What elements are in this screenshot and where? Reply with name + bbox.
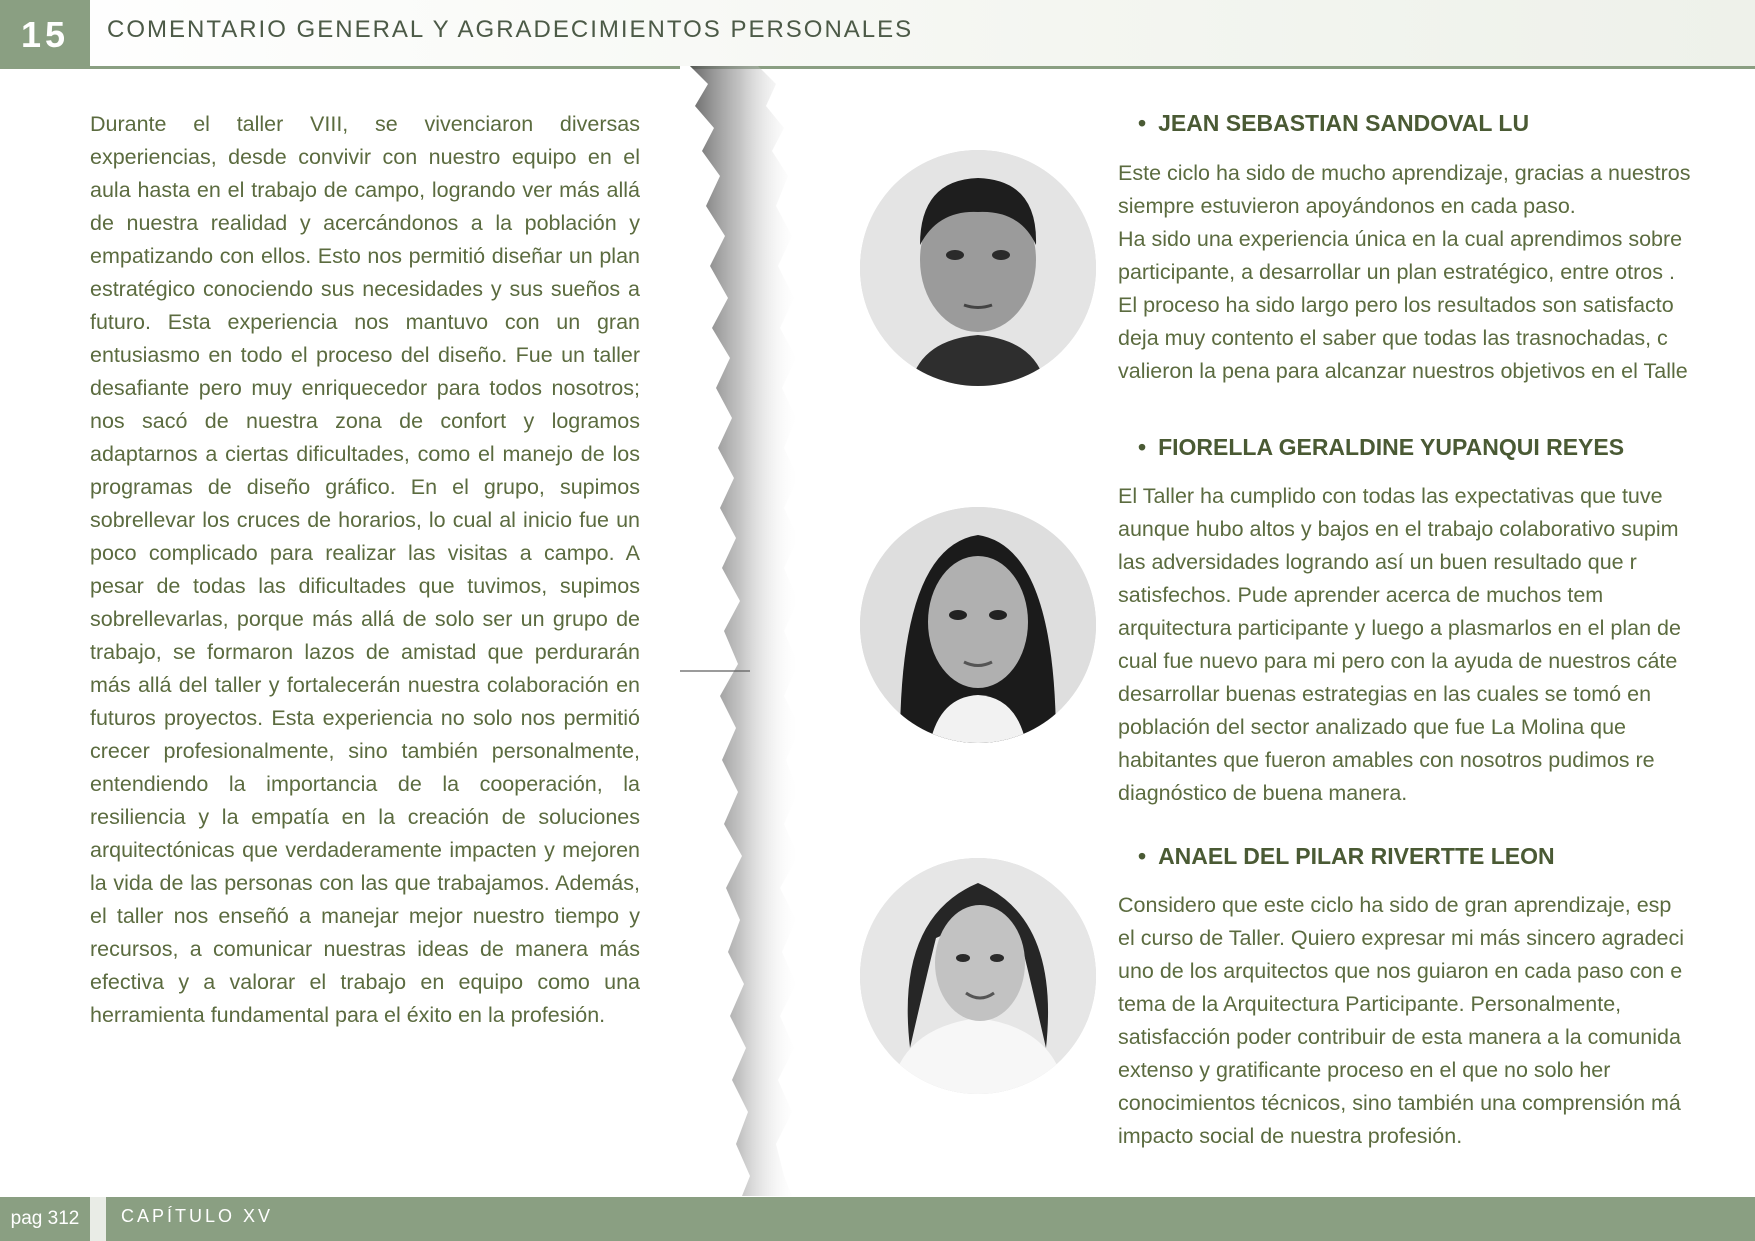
header-divider <box>90 66 1755 69</box>
bullet-dot: • <box>1138 110 1147 136</box>
comment-line: Ha sido una experiencia única en la cual aprendimos sobre <box>1118 227 1683 251</box>
comment-line: conocimientos técnicos, sino también una comprensión má <box>1118 1091 1681 1115</box>
comment-line: el curso de Taller. Quiero expresar mi más sincero agradeci <box>1118 926 1685 950</box>
comment-line: habitantes que fueron amables con nosotros pudimos re <box>1118 748 1655 772</box>
person-name-3 <box>1138 843 1555 870</box>
person-name-text: FIORELLA GERALDINE YUPANQUI REYES <box>1158 434 1625 460</box>
comment-line: Considero que este ciclo ha sido de gran aprendizaje, esp <box>1118 893 1672 917</box>
comment-line: uno de los arquitectos que nos guiaron en cada paso con e <box>1118 959 1683 983</box>
comment-line: siempre estuvieron apoyándonos en cada paso. <box>1118 194 1576 218</box>
portrait-jean-icon <box>860 150 1096 386</box>
comment-line: deja muy contento el saber que todas las trasnochadas, c <box>1118 326 1668 350</box>
person-comment-3 <box>1118 889 1755 1153</box>
portrait-photo-fiorella <box>860 507 1096 743</box>
comment-line: población del sector analizado que fue La Molina que <box>1118 715 1627 739</box>
comment-line: Este ciclo ha sido de mucho aprendizaje, gracias a nuestros <box>1118 161 1691 185</box>
person-name-1 <box>1138 110 1529 137</box>
comment-line: El proceso ha sido largo pero los resultados son satisfacto <box>1118 293 1674 317</box>
comment-line: satisfechos. Pude aprender acerca de muchos tem <box>1118 583 1604 607</box>
comment-line: cual fue nuevo para mi pero con la ayuda de nuestros cáte <box>1118 649 1678 673</box>
comment-line: impacto social de nuestra profesión. <box>1118 1124 1463 1148</box>
comment-line: extenso y gratificante proceso en el que no solo her <box>1118 1058 1611 1082</box>
footer-chapter-label: CAPÍTULO XV <box>121 1206 274 1226</box>
bullet-dot: • <box>1138 434 1147 460</box>
bullet-dot: • <box>1138 843 1147 869</box>
portrait-fiorella-icon <box>860 507 1096 743</box>
comment-line: tema de la Arquitectura Participante. Personalmente, <box>1118 992 1622 1016</box>
comment-line: arquitectura participante y luego a plasmarlos en el plan de <box>1118 616 1681 640</box>
torn-paper-edge <box>680 66 810 1196</box>
comment-line: aunque hubo altos y bajos en el trabajo colaborativo supim <box>1118 517 1679 541</box>
comment-line: valieron la pena para alcanzar nuestros objetivos en el Talle <box>1118 359 1688 383</box>
person-name-text: ANAEL DEL PILAR RIVERTTE LEON <box>1158 843 1555 869</box>
page-title: COMENTARIO GENERAL Y AGRADECIMIENTOS PERSONALES <box>107 16 914 43</box>
comment-line: las adversidades logrando así un buen resultado que r <box>1118 550 1637 574</box>
comment-line: diagnóstico de buena manera. <box>1118 781 1408 805</box>
comment-line: participante, a desarrollar un plan estratégico, entre otros . <box>1118 260 1675 284</box>
chapter-number-badge: 15 <box>0 0 90 69</box>
page-number: pag 312 <box>0 1197 90 1241</box>
portrait-photo-jean <box>860 150 1096 386</box>
general-comment-paragraph: Durante el taller VIII, se vivenciaron diversas experiencias, desde convivir con nuestro equipo en el aula hasta en el trabajo de campo, logrando ver más allá de nuestra realidad y acercándonos a la población y empatizando con ellos. Esto nos permitió diseñar un plan estratégico conociendo sus necesidades y sus sueños a futuro. Esta experiencia nos mantuvo con un gran entusiasmo en todo el proceso del diseño. Fue un taller desafiante pero muy enriquecedor para todos nosotros; nos sacó de nuestra zona de confort y logramos adaptarnos a ciertas dificultades, como el manejo de los programas de diseño gráfico. En el grupo, supimos sobrellevar los cruces de horarios, lo cual al inicio fue un poco complicado para realizar las visitas a campo. A pesar de todas las dificultades que tuvimos, supimos sobrellevarlas, porque más allá de solo ser un grupo de trabajo, se formaron lazos de amistad que perdurarán más allá del taller y fortalecerán nuestra colaboración en futuros proyectos. Esta experiencia no solo nos permitió crecer profesionalmente, sino también personalmente, entendiendo la importancia de la cooperación, la resiliencia y la empatía en la creación de soluciones arquitectónicas que verdaderamente impacten y mejoren la vida de las personas con las que trabajamos. Además, el taller nos enseñó a manejar mejor nuestro tiempo y recursos, a comunicar nuestras ideas de manera más efectiva y a valorar el trabajo en equipo como una herramienta fundamental para el éxito en la profesión. <box>90 112 640 1027</box>
portrait-anael-icon <box>860 858 1096 1094</box>
person-comment-1 <box>1118 157 1755 388</box>
comment-line: satisfacción poder contribuir de esta manera a la comunida <box>1118 1025 1681 1049</box>
comment-line: El Taller ha cumplido con todas las expectativas que tuve <box>1118 484 1663 508</box>
person-comment-2 <box>1118 480 1755 810</box>
person-name-text: JEAN SEBASTIAN SANDOVAL LU <box>1158 110 1530 136</box>
comment-line: desarrollar buenas estrategias en las cuales se tomó en <box>1118 682 1652 706</box>
footer-separator <box>90 1197 106 1241</box>
person-name-2 <box>1138 434 1624 461</box>
portrait-photo-anael <box>860 858 1096 1094</box>
